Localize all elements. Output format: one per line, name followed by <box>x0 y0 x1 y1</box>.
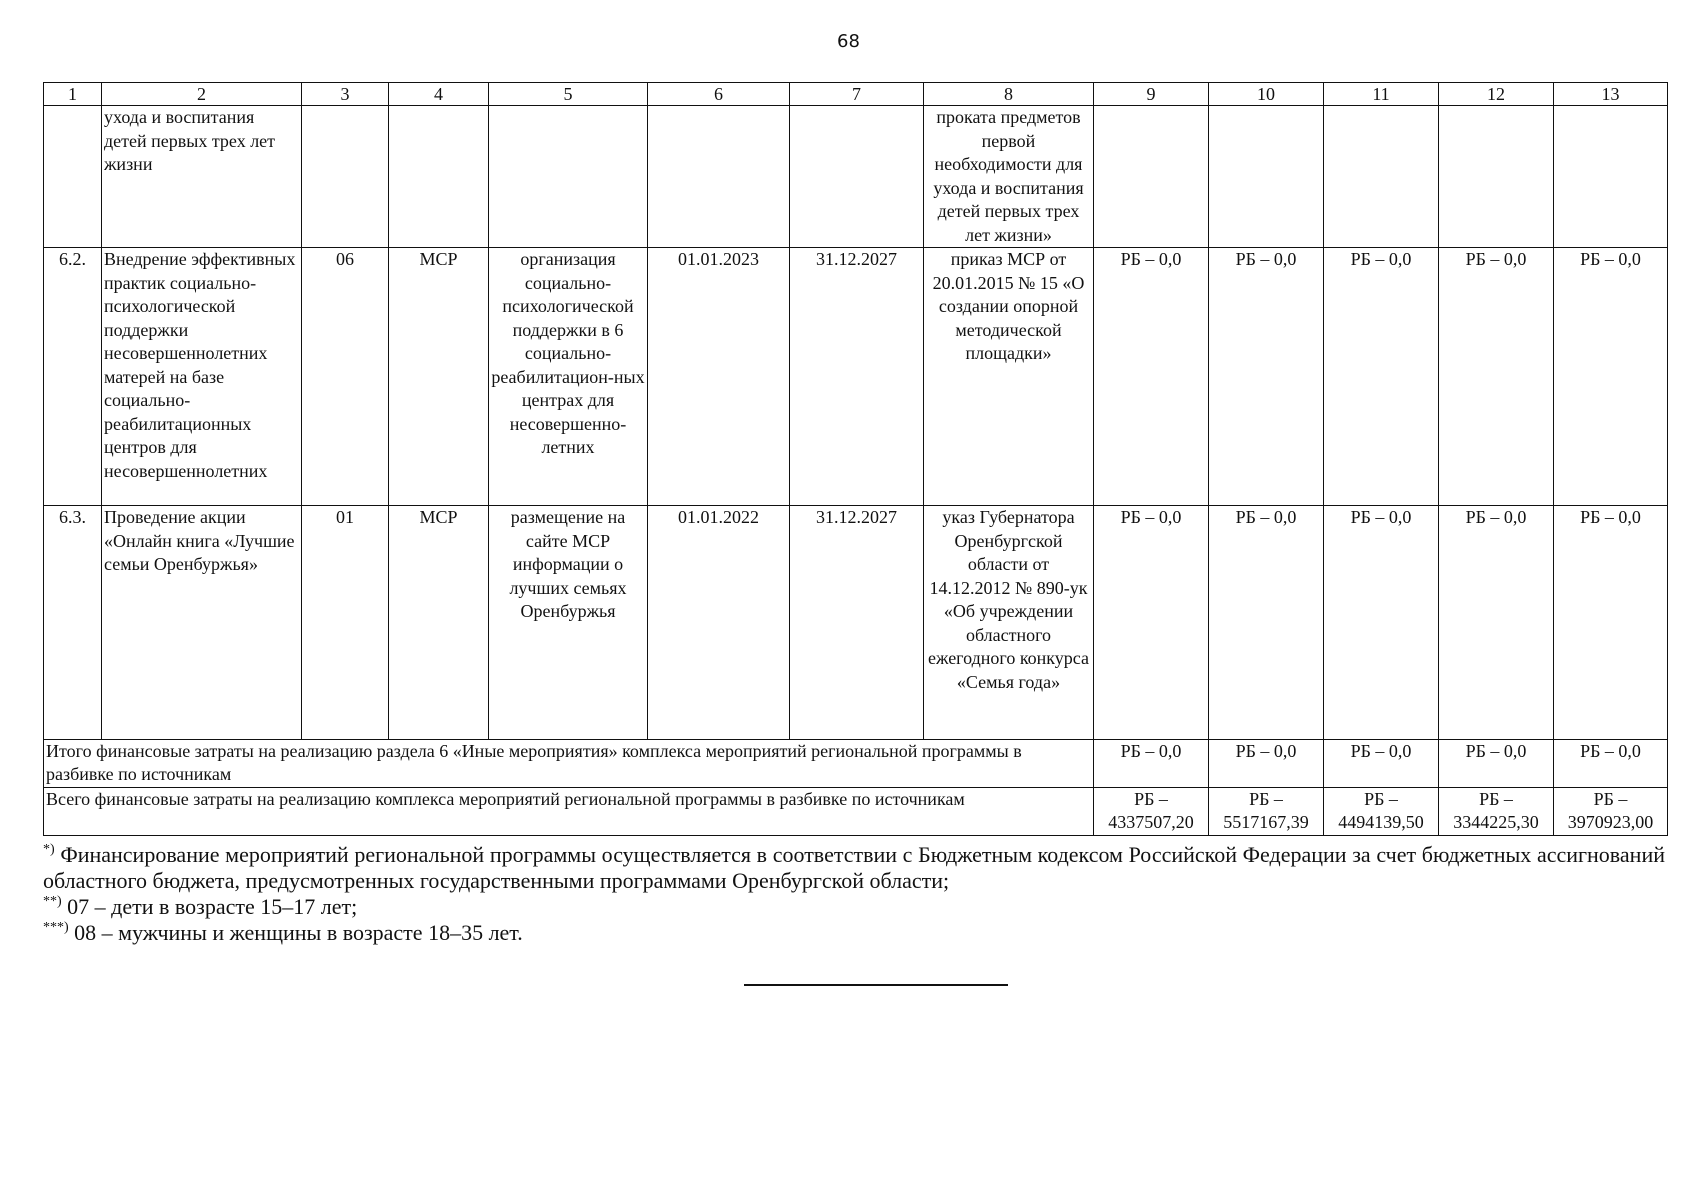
total-financing-cell: РБ – 0,0 <box>1209 740 1324 788</box>
table-cell-empty <box>489 106 648 248</box>
basis-cell: проката предметов первой необходимости для ухода и воспитания детей первых трех лет жизни» <box>924 106 1094 248</box>
target-group-code-cell: 06 <box>302 248 389 506</box>
basis-cell: приказ МСР от 20.01.2015 № 15 «О создании опорной методической площадки» <box>924 248 1094 506</box>
measure-name-cell: ухода и воспитания детей первых трех лет жизни <box>102 106 302 248</box>
footnotes <box>43 842 1665 946</box>
end-date-cell: 31.12.2027 <box>790 506 924 740</box>
grand-total-financing-cell: РБ – 4494139,50 <box>1324 788 1439 836</box>
measure-name-cell: Проведение акции «Онлайн книга «Лучшие семьи Оренбуржья» <box>102 506 302 740</box>
grand-total-label: Всего финансовые затраты на реализацию комплекса мероприятий региональной программы в разбивке по источникам <box>44 788 1094 836</box>
header-cell: 8 <box>924 83 1094 106</box>
row-number-cell: 6.2. <box>44 248 102 506</box>
grand-total-financing-cell: РБ – 3344225,30 <box>1439 788 1554 836</box>
table-row <box>44 506 1668 740</box>
table-cell-empty <box>389 106 489 248</box>
section-total-label: Итого финансовые затраты на реализацию раздела 6 «Иные мероприятия» комплекса мероприятий региональной программы в разбивке по источникам <box>44 740 1094 788</box>
start-date-cell: 01.01.2022 <box>648 506 790 740</box>
header-cell: 2 <box>102 83 302 106</box>
end-separator-line <box>744 984 1008 986</box>
financing-cell: РБ – 0,0 <box>1094 248 1209 506</box>
financing-cell: РБ – 0,0 <box>1554 248 1668 506</box>
footnote-2-mark: **) <box>43 894 62 909</box>
table-cell-empty <box>1094 106 1209 248</box>
total-financing-cell: РБ – 0,0 <box>1554 740 1668 788</box>
header-cell: 11 <box>1324 83 1439 106</box>
measures-table <box>43 82 1668 836</box>
section-total-row <box>44 740 1668 788</box>
header-cell: 4 <box>389 83 489 106</box>
grand-total-financing-cell: РБ – 3970923,00 <box>1554 788 1668 836</box>
result-cell: размещение на сайте МСР информации о лучших семьях Оренбуржья <box>489 506 648 740</box>
header-cell: 5 <box>489 83 648 106</box>
measure-name-cell: Внедрение эффективных практик социально-психологической поддержки несовершеннолетних матерей на базе социально-реабилитационных центров для несовершеннолетних <box>102 248 302 506</box>
header-cell: 1 <box>44 83 102 106</box>
header-cell: 13 <box>1554 83 1668 106</box>
table-cell-empty <box>44 106 102 248</box>
footnote-1-mark: *) <box>43 842 55 857</box>
footnote-1-text: Финансирование мероприятий региональной программы осуществляется в соответствии с Бюджетным кодексом Российской Федерации за счет бюджетных ассигнований областного бюджета, предусмотренных государственными программами Оренбургской области; <box>43 842 1665 893</box>
page-number: 68 <box>837 31 860 52</box>
executor-cell: МСР <box>389 248 489 506</box>
grand-total-financing-cell: РБ – 4337507,20 <box>1094 788 1209 836</box>
footnote-2-text: 07 – дети в возрасте 15–17 лет; <box>67 894 358 919</box>
header-cell: 9 <box>1094 83 1209 106</box>
grand-total-row <box>44 788 1668 836</box>
total-financing-cell: РБ – 0,0 <box>1324 740 1439 788</box>
financing-cell: РБ – 0,0 <box>1439 248 1554 506</box>
footnote-3 <box>43 920 1665 946</box>
total-financing-cell: РБ – 0,0 <box>1094 740 1209 788</box>
target-group-code-cell: 01 <box>302 506 389 740</box>
financing-cell: РБ – 0,0 <box>1324 248 1439 506</box>
table-cell-empty <box>648 106 790 248</box>
start-date-cell: 01.01.2023 <box>648 248 790 506</box>
financing-cell: РБ – 0,0 <box>1094 506 1209 740</box>
financing-cell: РБ – 0,0 <box>1209 506 1324 740</box>
header-cell: 12 <box>1439 83 1554 106</box>
footnote-3-text: 08 – мужчины и женщины в возрасте 18–35 лет. <box>74 920 523 945</box>
table-cell-empty <box>790 106 924 248</box>
financing-cell: РБ – 0,0 <box>1439 506 1554 740</box>
table-row-continuation <box>44 106 1668 248</box>
header-cell: 3 <box>302 83 389 106</box>
table-cell-empty <box>1209 106 1324 248</box>
table-cell-empty <box>1324 106 1439 248</box>
executor-cell: МСР <box>389 506 489 740</box>
header-cell: 10 <box>1209 83 1324 106</box>
result-cell: организация социально-психологической поддержки в 6 социально-реабилитацион-ных центрах для несовершенно-летних <box>489 248 648 506</box>
grand-total-financing-cell: РБ – 5517167,39 <box>1209 788 1324 836</box>
table-cell-empty <box>1439 106 1554 248</box>
table-header-row <box>44 83 1668 106</box>
financing-cell: РБ – 0,0 <box>1554 506 1668 740</box>
footnote-1 <box>43 842 1665 894</box>
table-cell-empty <box>302 106 389 248</box>
footnote-2 <box>43 894 1665 920</box>
row-number-cell: 6.3. <box>44 506 102 740</box>
basis-cell: указ Губернатора Оренбургской области от 14.12.2012 № 890-ук «Об учреждении областного ежегодного конкурса «Семья года» <box>924 506 1094 740</box>
total-financing-cell: РБ – 0,0 <box>1439 740 1554 788</box>
header-cell: 6 <box>648 83 790 106</box>
financing-cell: РБ – 0,0 <box>1324 506 1439 740</box>
financing-cell: РБ – 0,0 <box>1209 248 1324 506</box>
table-cell-empty <box>1554 106 1668 248</box>
footnote-3-mark: ***) <box>43 920 69 935</box>
end-date-cell: 31.12.2027 <box>790 248 924 506</box>
table-row <box>44 248 1668 506</box>
header-cell: 7 <box>790 83 924 106</box>
